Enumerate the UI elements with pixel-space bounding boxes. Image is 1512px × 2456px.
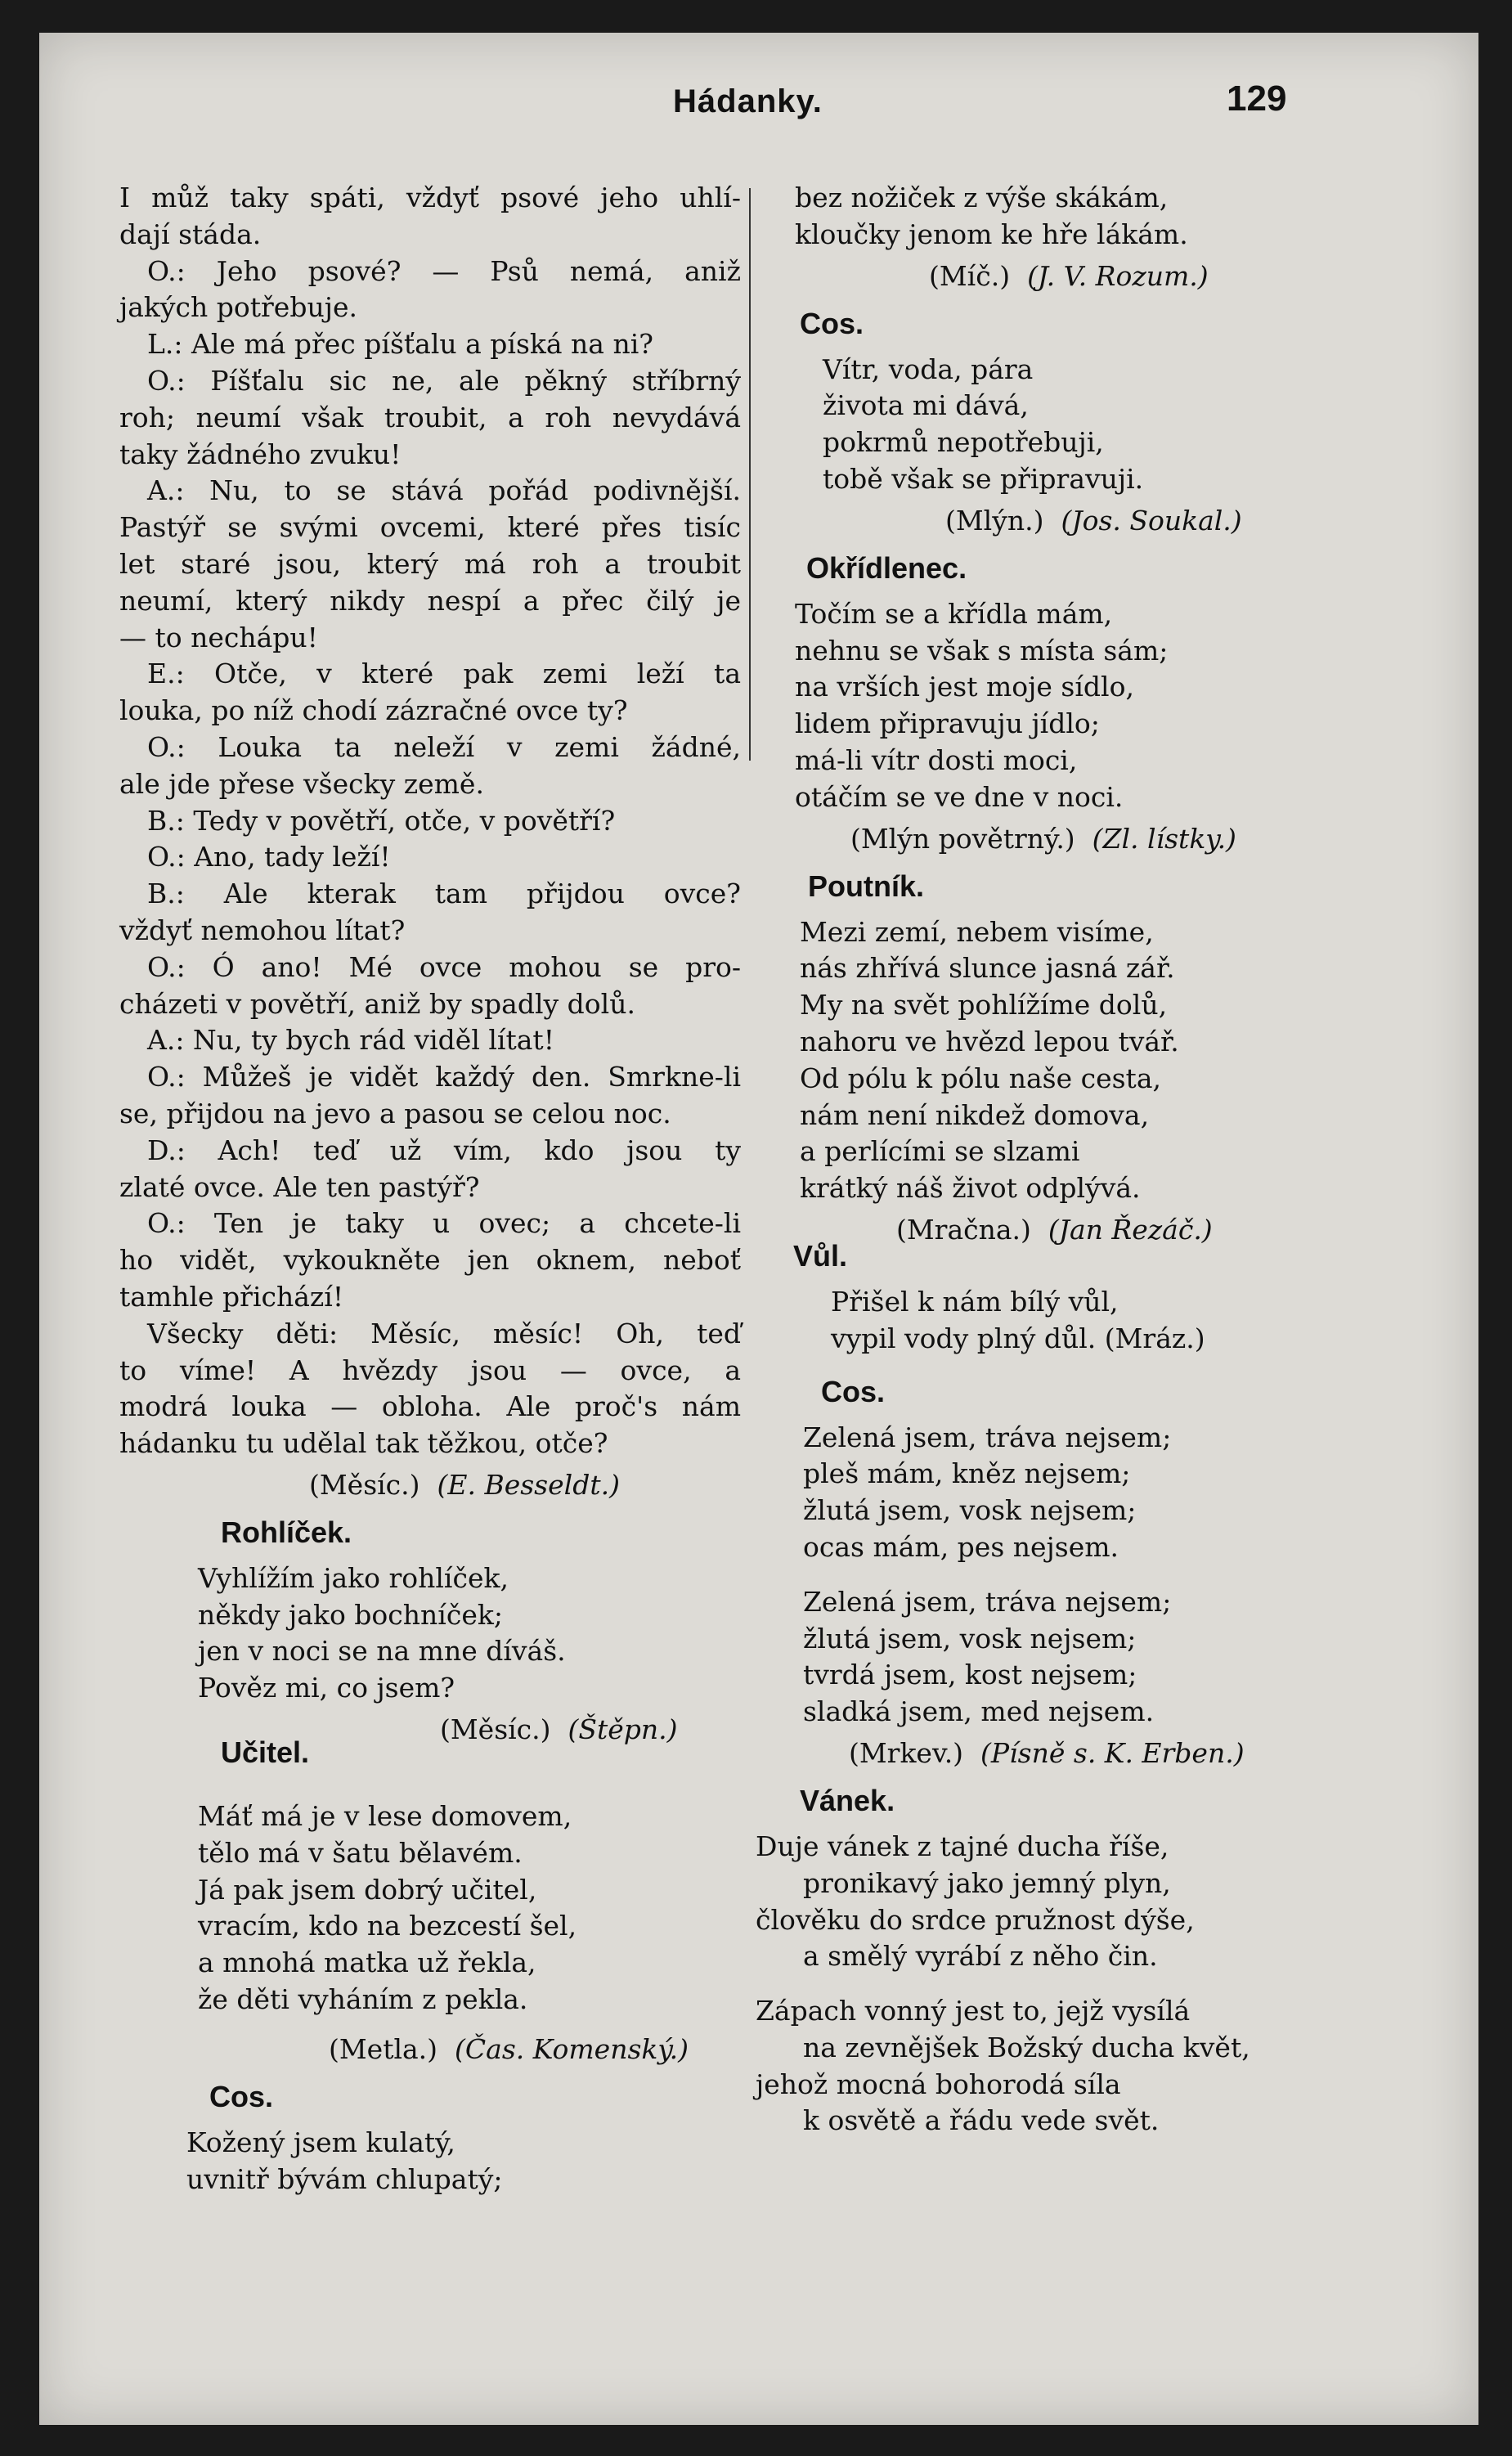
verse-line: krátký náš život odplývá. <box>800 1172 1141 1205</box>
source-line <box>782 819 1403 859</box>
verse-line: ocas mám, pes nejsem. <box>803 1530 1119 1563</box>
dialogue-line: O.: Ano, tady leží! <box>147 841 391 873</box>
dialogue-line: jakých potřebuje. <box>119 291 357 324</box>
heading-vanek: Vánek. <box>800 1783 895 1817</box>
verse-line: žlutá jsem, vosk nejsem; <box>803 1622 1137 1655</box>
heading-cos: Cos. <box>800 306 864 340</box>
verse-line: nám není nikdež domova, <box>800 1098 1150 1131</box>
dialogue-line: D.: Ach! teď už vím, kdo jsou ty <box>147 1134 741 1166</box>
dialogue-line: O.: Ten je taky u ovec; a chcete-li <box>147 1207 741 1240</box>
dialogue-line: dají stáda. <box>119 218 262 250</box>
verse-line: Máť má je v lese domovem, <box>198 1800 572 1833</box>
dialogue-line: tamhle přichází! <box>119 1280 344 1313</box>
verse-line: sladká jsem, med nejsem. <box>803 1695 1155 1728</box>
heading-cos: Cos. <box>821 1374 886 1408</box>
dialogue-line: hádanku tu udělal tak těžkou, otče? <box>119 1427 608 1460</box>
dialogue-line: vždyť nemohou lítat? <box>119 914 406 946</box>
verse-line: Vyhlížím jako rohlíček, <box>198 1561 509 1594</box>
verse-line: jen v noci se na mne díváš. <box>198 1635 566 1668</box>
dialogue-line: L.: Ale má přec píšťalu a píská na ni? <box>147 328 653 361</box>
answer: (Metla.) <box>329 2032 438 2065</box>
answer: (Míč.) <box>929 259 1011 292</box>
source-line <box>119 2030 741 2069</box>
verse-line: na vrších jest moje sídlo, <box>795 671 1134 703</box>
page-number: 129 <box>1227 79 1287 119</box>
heading-okridlenec: Okřídlenec. <box>806 550 967 585</box>
dialogue-line: let staré jsou, který má roh a troubit <box>119 547 741 580</box>
answer: (Mlýn povětrný.) <box>850 822 1075 855</box>
author: (Zl. lístky.) <box>1092 822 1236 855</box>
dialogue-line: se, přijdou na jevo a pasou se celou noc. <box>119 1097 671 1129</box>
dialogue-line: E.: Otče, v které pak zemi leží ta <box>147 658 741 690</box>
heading-poutnik: Poutník. <box>808 869 924 903</box>
verse-line: Pověz mi, co jsem? <box>198 1672 455 1704</box>
verse-line: života mi dává, <box>823 389 1029 422</box>
author: (Jos. Soukal.) <box>1061 504 1242 537</box>
verse-line: Já pak jsem dobrý učitel, <box>198 1873 537 1906</box>
left-column <box>119 180 741 2198</box>
dialogue-line: O.: Louka ta neleží v zemi žádné, <box>147 730 741 763</box>
heading-rohlicek: Rohlíček. <box>221 1515 352 1549</box>
dialogue-line: roh; neumí však troubit, a roh nevydává <box>119 401 741 433</box>
verse-line: uvnitř bývám chlupatý; <box>186 2162 503 2195</box>
book-page <box>39 33 1478 2425</box>
verse-line: Točím se a křídla mám, <box>795 597 1113 630</box>
verse-line: kloučky jenom ke hře lákám. <box>795 218 1188 250</box>
verse-line: My na svět pohlížíme dolů, <box>800 989 1168 1021</box>
verse-line: vracím, kdo na bezcestí šel, <box>198 1910 577 1942</box>
dialogue-line: cházeti v povětří, aniž by spadly dolů. <box>119 987 635 1020</box>
verse-line: pokrmů nepotřebuji, <box>823 426 1104 459</box>
verse-line: tobě však se připravuji. <box>823 462 1144 495</box>
author: (Písně s. K. Erben.) <box>980 1736 1245 1769</box>
verse-line: tvrdá jsem, kost nejsem; <box>803 1659 1137 1691</box>
verse-line: k osvětě a řádu vede svět. <box>803 2104 1160 2137</box>
riddle-rohlicek <box>119 1560 741 1707</box>
verse-line: Zelená jsem, tráva nejsem; <box>803 1421 1172 1453</box>
right-column <box>756 180 1403 2139</box>
source-line <box>119 1466 741 1505</box>
verse-line: otáčím se ve dne v noci. <box>795 780 1124 813</box>
riddle-cos-stanza <box>782 1584 1403 1731</box>
verse-line: nahoru ve hvězd lepou tvář. <box>800 1025 1179 1057</box>
dialogue-line: louka, po níž chodí zázračné ovce ty? <box>119 694 628 727</box>
verse-line: nás zhřívá slunce jasná zář. <box>800 952 1175 985</box>
author: (Štěpn.) <box>568 1713 678 1746</box>
riddle-cos <box>782 352 1403 498</box>
verse-line: Zápach vonný jest to, jejž vysílá <box>756 1995 1191 2027</box>
dialogue-line: A.: Nu, to se stává pořád podivnější. <box>147 474 741 507</box>
verse-line: pronikavý jako jemný plyn, <box>803 1866 1171 1899</box>
dialogue-line: ho vidět, vykoukněte jen oknem, neboť <box>119 1244 741 1277</box>
verse-line: a perlícími se slzami <box>800 1135 1080 1168</box>
dialogue-line: Pastýř se svými ovcemi, které přes tisíc <box>119 511 741 544</box>
dialogue-block <box>119 180 741 1505</box>
verse-line: Od pólu k pólu naše cesta, <box>800 1062 1161 1094</box>
dialogue-line: zlaté ovce. Ale ten pastýř? <box>119 1170 480 1203</box>
dialogue-line: O.: Jeho psové? — Psů nemá, aniž <box>147 254 741 287</box>
verse-line: Zelená jsem, tráva nejsem; <box>803 1585 1172 1618</box>
dialogue-line: ale jde přese všecky země. <box>119 767 484 800</box>
dialogue-line: taky žádného zvuku! <box>119 438 402 470</box>
running-header: Hádanky. <box>673 83 823 119</box>
verse-line: Mezi zemí, nebem visíme, <box>800 915 1154 948</box>
poem-vanek <box>756 1829 1403 2139</box>
author: (E. Besseldt.) <box>437 1468 620 1501</box>
verse-line: má-li vítr dosti moci, <box>795 743 1078 776</box>
dialogue-line: A.: Nu, ty bych rád viděl lítat! <box>147 1024 554 1057</box>
verse-line: někdy jako bochníček; <box>198 1598 503 1631</box>
verse-line: pleš mám, kněz nejsem; <box>803 1457 1131 1490</box>
verse-line: vypil vody plný důl. (Mráz.) <box>831 1322 1205 1354</box>
source-line <box>782 501 1403 541</box>
heading-cos: Cos. <box>209 2079 274 2113</box>
riddle-poutnik <box>782 914 1403 1207</box>
answer: (Mračna.) <box>896 1213 1031 1246</box>
verse-line: Přišel k nám bílý vůl, <box>831 1285 1119 1318</box>
riddle-okridlenec <box>782 596 1403 816</box>
dialogue-line: O.: Můžeš je vidět každý den. Smrkne-li <box>147 1061 741 1093</box>
dialogue-line: B.: Tedy v povětří, otče, v povětří? <box>147 804 616 837</box>
riddle-ucitel <box>119 1798 741 2018</box>
verse-line: člověku do srdce pružnost dýše, <box>756 1903 1195 1936</box>
riddle-vul <box>782 1284 1403 1358</box>
verse-line: na zevnějšek Božský ducha květ, <box>803 2031 1250 2063</box>
verse-line: žlutá jsem, vosk nejsem; <box>803 1494 1137 1527</box>
dialogue-line: O.: Ó ano! Mé ovce mohou se pro- <box>147 950 741 983</box>
dialogue-line: Všecky děti: Měsíc, měsíc! Oh, teď <box>147 1317 741 1349</box>
source-line <box>782 257 1403 296</box>
verse-line: a mnohá matka už řekla, <box>198 1946 536 1979</box>
author: (Čas. Komenský.) <box>455 2032 689 2065</box>
heading-vul: Vůl. <box>793 1238 848 1273</box>
dialogue-line: — to nechápu! <box>119 621 318 653</box>
verse-line: a smělý vyrábí z něho čin. <box>803 1940 1158 1973</box>
dialogue-line: I můž taky spáti, vždyť psové jeho uhlí- <box>119 182 741 213</box>
dialogue-line: modrá louka — obloha. Ale proč's nám <box>119 1390 741 1423</box>
dialogue-line: O.: Píšťalu sic ne, ale pěkný stříbrný <box>147 364 741 397</box>
dialogue-line: B.: Ale kterak tam přijdou ovce? <box>147 878 741 910</box>
riddle-mic <box>782 180 1403 254</box>
answer: (Mrkev.) <box>849 1736 964 1769</box>
author: (J. V. Rozum.) <box>1027 259 1209 292</box>
verse-line: bez nožiček z výše skákám, <box>795 182 1169 213</box>
answer: (Měsíc.) <box>440 1713 551 1746</box>
verse-line: lidem připravuju jídlo; <box>795 707 1100 740</box>
answer: (Mlýn.) <box>945 504 1044 537</box>
column-rule <box>749 188 751 761</box>
verse-line: že děti vyháním z pekla. <box>198 1983 528 2016</box>
verse-line: Vítr, voda, pára <box>823 352 1034 385</box>
answer: (Měsíc.) <box>309 1468 420 1501</box>
verse-line: tělo má v šatu bělavém. <box>198 1836 523 1869</box>
source-line <box>782 1734 1403 1773</box>
dialogue-line: neumí, který nikdy nespí a přec čilý je <box>119 584 741 617</box>
riddle-cos-stanza <box>782 1420 1403 1566</box>
verse-line: Kožený jsem kulatý, <box>186 2126 455 2158</box>
verse-line: jehož mocná bohorodá síla <box>756 2068 1121 2100</box>
dialogue-line: to víme! A hvězdy jsou — ovce, a <box>119 1354 741 1386</box>
verse-line: nehnu se však s místa sám; <box>795 634 1169 667</box>
verse-line: Duje vánek z tajné ducha říše, <box>756 1830 1169 1862</box>
author: (Jan Řezáč.) <box>1048 1213 1213 1246</box>
heading-ucitel: Učitel. <box>221 1735 310 1770</box>
riddle-cos <box>119 2125 741 2198</box>
